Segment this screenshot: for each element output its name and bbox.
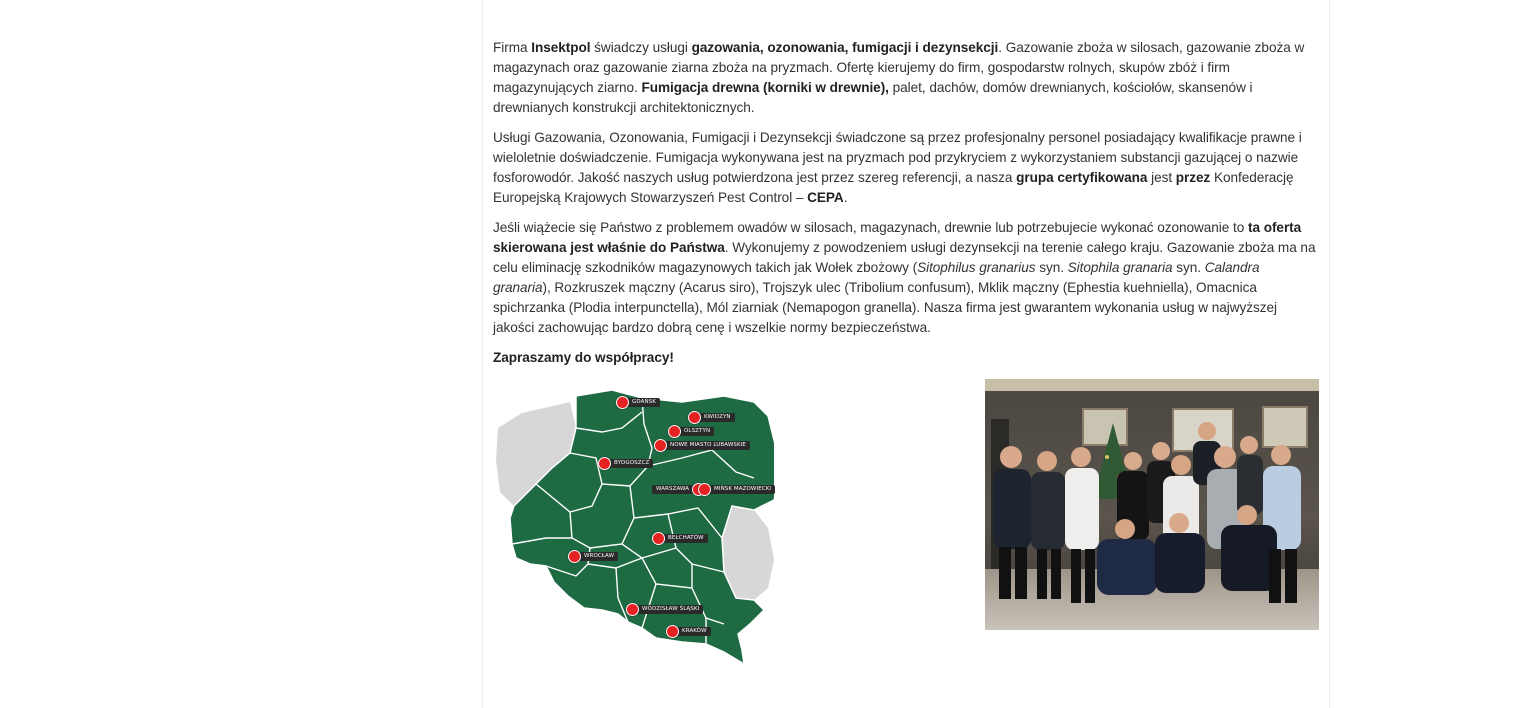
map-pin-dot-icon <box>654 439 667 452</box>
bold-text-run: gazowania, ozonowania, fumigacji i dezynsekcji <box>691 40 999 55</box>
bold-text-run: CEPA <box>807 190 844 205</box>
map-pin-dot-icon <box>698 483 711 496</box>
text-run: . Gazowanie zboża w silosach, gazowanie zboża w magazynach oraz gazowanie ziarna zboża na pryzmach. Ofertę kierujemy do firm, gospodarstw rolnych, skupów zbóż i firm magazynujących ziarno. <box>493 40 1305 95</box>
map-pin-olsztyn[interactable] <box>668 425 714 437</box>
article-body <box>493 38 1319 378</box>
map-pin-dot-icon <box>598 457 611 470</box>
bold-text-run: Fumigacja drewna (korniki w drewnie), <box>641 80 889 95</box>
map-pin-gdansk[interactable] <box>616 396 660 408</box>
map-pin-label: BYDGOSZCZ <box>608 459 653 468</box>
text-run: ), Rozkruszek mączny (Acarus siro), Trojszyk ulec (Tribolium confusum), Mklik mączny (Ephestia kuehniella), Omacnica spichrzanka (Plodia interpunctella), Mól ziarniak (Nemapogon granella). Nasza firma jest gwarantem wykonania usług w najwyższej jakości zachowując bardzo dobrą cenę i wszelkie normy bezpieczeństwa. <box>493 280 1277 335</box>
map-pin-dot-icon <box>668 425 681 438</box>
text-run: . Wykonujemy z powodzeniem usługi dezynsekcji na terenie całego kraju. Gazowanie zboża ma na celu eliminację szkodników magazynowych takich jak Wołek zbożowy ( <box>493 240 1316 275</box>
bold-text-run: Insektpol <box>531 40 591 55</box>
map-pin-dot-icon <box>568 550 581 563</box>
text-run: syn. <box>1172 260 1205 275</box>
text-run: Firma <box>493 40 532 55</box>
map-pin-label: WARSZAWA <box>652 485 695 494</box>
map-pin-label: KWIDZYN <box>698 413 735 422</box>
paragraph-pests <box>493 218 1319 338</box>
poland-service-map <box>492 388 774 664</box>
map-pin-dot-icon <box>688 411 701 424</box>
bold-text-run: ta oferta skierowana jest właśnie do Państwa <box>493 220 1302 255</box>
map-pin-belchatow[interactable] <box>652 532 708 544</box>
text-run: Jeśli wiążecie się Państwo z problemem owadów w silosach, magazynach, drewnie lub potrzebujecie wykonać ozonowanie to <box>493 220 1248 235</box>
paragraph-services <box>493 128 1319 208</box>
map-pin-dot-icon <box>616 396 629 409</box>
map-pin-label: MIŃSK MAZOWIECKI <box>708 485 775 494</box>
text-run: świadczy usługi <box>590 40 692 55</box>
map-pin-label: NOWE MIASTO LUBAWSKIE <box>664 441 750 450</box>
text-run: . <box>843 190 848 205</box>
map-pin-nowe-miasto-lubawskie[interactable] <box>654 439 750 451</box>
bold-text-run: grupa certyfikowana <box>1016 170 1148 185</box>
cta-heading: Zapraszamy do współpracy! <box>493 350 674 365</box>
poland-map-graphic <box>492 388 774 664</box>
italic-text-run: Calandra granaria <box>493 260 1260 295</box>
map-pin-label: KRAKÓW <box>676 627 711 636</box>
italic-text-run: Sitophila granaria <box>1067 260 1173 275</box>
map-pin-dot-icon <box>626 603 639 616</box>
map-pin-minsk-mazowiecki[interactable] <box>698 483 775 495</box>
map-pin-wroclaw[interactable] <box>568 550 618 562</box>
map-pin-bydgoszcz[interactable] <box>598 457 653 469</box>
text-run: syn. <box>1035 260 1068 275</box>
paragraph-intro <box>493 38 1319 118</box>
bold-text-run: przez <box>1175 170 1211 185</box>
italic-text-run: Sitophilus granarius <box>917 260 1036 275</box>
map-pin-dot-icon <box>652 532 665 545</box>
map-pin-label: WODZISŁAW ŚLĄSKI <box>636 605 703 614</box>
map-pin-label: BEŁCHATÓW <box>662 534 708 543</box>
map-pin-label: OLSZTYN <box>678 427 714 436</box>
text-run: Usługi Gazowania, Ozonowania, Fumigacji i Dezynsekcji świadczone są przez profesjonalny personel posiadający kwalifikacje prawne i wieloletnie doświadczenie. Fumigacja wykonywana jest na pryzmach pod przykryciem z wykorzystaniem substancji gazującej o nazwie fosforowodór. Jakość naszych usług potwierdzona jest przez szereg referencji, a nasza <box>493 130 1302 185</box>
team-photo <box>985 379 1319 630</box>
map-pin-dot-icon <box>666 625 679 638</box>
team-photo-image <box>985 379 1319 630</box>
map-pin-label: GDAŃSK <box>626 398 660 407</box>
map-pin-label: WROCŁAW <box>578 552 618 561</box>
map-pin-kwidzyn[interactable] <box>688 411 735 423</box>
text-run: palet, dachów, domów drewnianych, kościołów, skansenów i drewnianych konstrukcji architektonicznych. <box>493 80 1253 115</box>
text-run: jest <box>1147 170 1176 185</box>
map-pin-krakow[interactable] <box>666 625 711 637</box>
text-run: Konfederację Europejską Krajowych Stowarzyszeń Pest Control – <box>493 170 1294 205</box>
map-pin-wodzislaw-slaski[interactable] <box>626 603 703 615</box>
